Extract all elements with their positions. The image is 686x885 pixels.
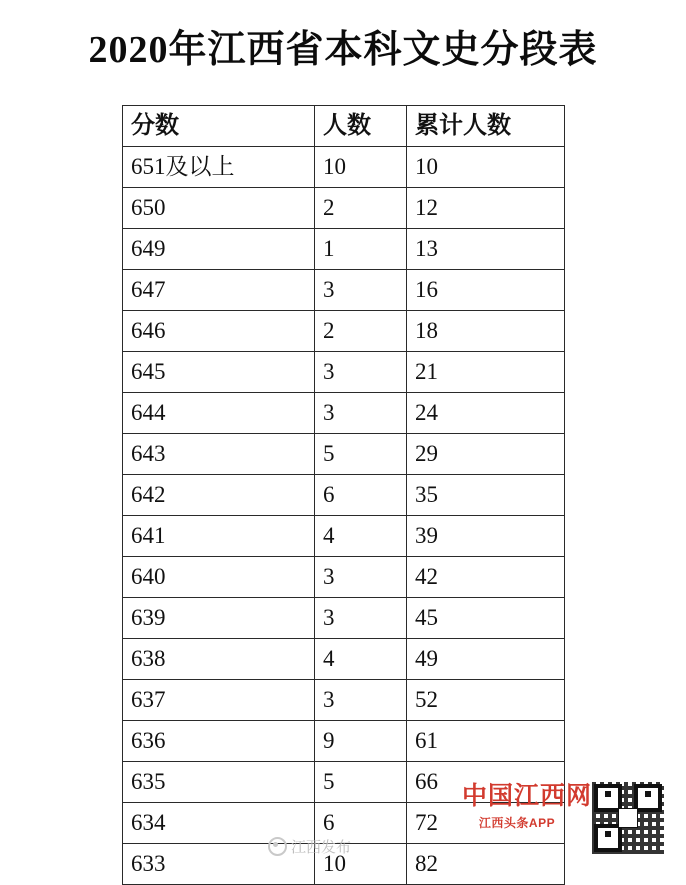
table-row — [123, 639, 565, 680]
score-distribution-table — [122, 105, 564, 885]
table-row — [123, 188, 565, 229]
table-row — [123, 803, 565, 844]
cell-cumulative: 61 — [407, 721, 565, 762]
cell-score: 650 — [123, 188, 315, 229]
cell-count: 2 — [315, 188, 407, 229]
cell-count: 10 — [315, 844, 407, 885]
cell-cumulative: 29 — [407, 434, 565, 475]
cell-cumulative: 18 — [407, 311, 565, 352]
table-row — [123, 680, 565, 721]
cell-cumulative: 16 — [407, 270, 565, 311]
cell-score: 641 — [123, 516, 315, 557]
table-row — [123, 516, 565, 557]
table-row — [123, 598, 565, 639]
column-header-score: 分数 — [123, 106, 315, 147]
table-row — [123, 557, 565, 598]
watermark-app-text: 江西头条APP — [478, 816, 556, 830]
table-row — [123, 721, 565, 762]
cell-count: 3 — [315, 393, 407, 434]
cell-cumulative: 21 — [407, 352, 565, 393]
cell-cumulative: 35 — [407, 475, 565, 516]
cell-score: 644 — [123, 393, 315, 434]
cell-count: 6 — [315, 803, 407, 844]
table-row — [123, 844, 565, 885]
table-row — [123, 762, 565, 803]
cell-count: 2 — [315, 311, 407, 352]
cell-cumulative: 66 — [407, 762, 565, 803]
cell-count: 5 — [315, 434, 407, 475]
cell-score: 637 — [123, 680, 315, 721]
cell-cumulative: 82 — [407, 844, 565, 885]
table-row — [123, 434, 565, 475]
cell-score: 635 — [123, 762, 315, 803]
cell-cumulative: 52 — [407, 680, 565, 721]
cell-score: 636 — [123, 721, 315, 762]
cell-count: 1 — [315, 229, 407, 270]
cell-count: 3 — [315, 557, 407, 598]
table-row — [123, 270, 565, 311]
cell-cumulative: 10 — [407, 147, 565, 188]
column-header-cumulative: 累计人数 — [407, 106, 565, 147]
cell-count: 3 — [315, 598, 407, 639]
cell-score: 646 — [123, 311, 315, 352]
watermark-logo-text: 中国江西网 — [462, 783, 593, 810]
watermark-weibo-text: 江西发布 — [291, 839, 352, 856]
table-row — [123, 229, 565, 270]
table-header-row — [123, 106, 565, 147]
cell-count: 9 — [315, 721, 407, 762]
cell-score: 633 — [123, 844, 315, 885]
cell-cumulative: 24 — [407, 393, 565, 434]
cell-cumulative: 42 — [407, 557, 565, 598]
cell-score: 645 — [123, 352, 315, 393]
cell-cumulative: 72 — [407, 803, 565, 844]
cell-cumulative: 45 — [407, 598, 565, 639]
table — [122, 105, 565, 885]
cell-score: 647 — [123, 270, 315, 311]
cell-count: 3 — [315, 680, 407, 721]
cell-score: 640 — [123, 557, 315, 598]
cell-count: 10 — [315, 147, 407, 188]
table-row — [123, 147, 565, 188]
cell-score: 651及以上 — [123, 147, 315, 188]
cell-count: 4 — [315, 516, 407, 557]
cell-count: 6 — [315, 475, 407, 516]
table-row — [123, 393, 565, 434]
cell-score: 649 — [123, 229, 315, 270]
cell-cumulative: 39 — [407, 516, 565, 557]
cell-count: 3 — [315, 352, 407, 393]
cell-score: 642 — [123, 475, 315, 516]
page-title: 2020年江西省本科文史分段表 — [88, 29, 598, 71]
column-header-count: 人数 — [315, 106, 407, 147]
cell-cumulative: 49 — [407, 639, 565, 680]
cell-count: 5 — [315, 762, 407, 803]
cell-cumulative: 12 — [407, 188, 565, 229]
cell-count: 4 — [315, 639, 407, 680]
cell-score: 638 — [123, 639, 315, 680]
cell-cumulative: 13 — [407, 229, 565, 270]
cell-score: 643 — [123, 434, 315, 475]
table-row — [123, 311, 565, 352]
cell-count: 3 — [315, 270, 407, 311]
table-row — [123, 475, 565, 516]
cell-score: 639 — [123, 598, 315, 639]
qr-code-icon — [592, 782, 664, 854]
cell-score: 634 — [123, 803, 315, 844]
table-row — [123, 352, 565, 393]
